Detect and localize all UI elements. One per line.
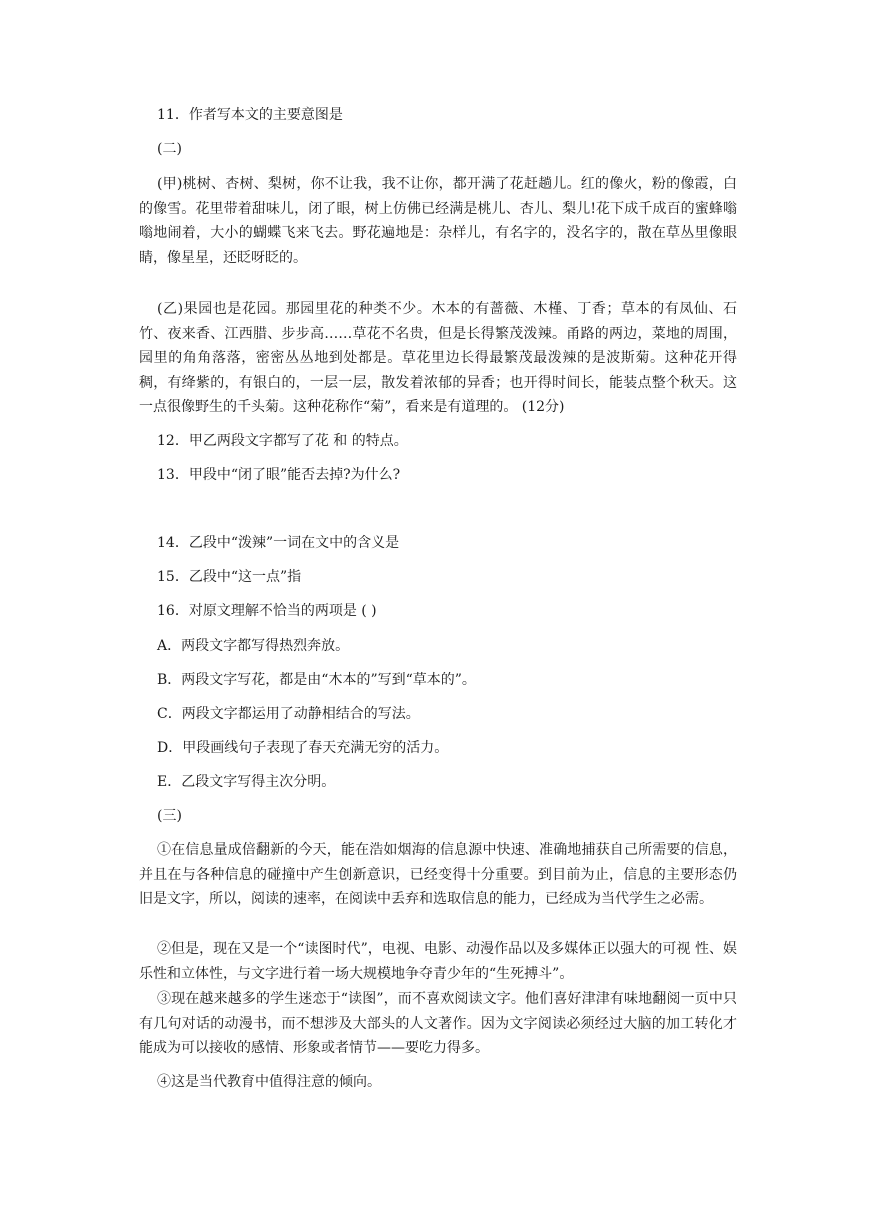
paragraph-1: ①在信息量成倍翻新的今天，能在浩如烟海的信息源中快速、准确地捕获自己所需要的信息，并且在与各种信息的碰撞中产生创新意识，已经变得十分重要。到目前为止，信息的主要形态仍旧是文字，所以，阅读的速率，在阅读中丢弃和选取信息的能力，已经成为当代学生之必需。 [139, 842, 737, 908]
question-12: 12．甲乙两段文字都写了花 和 的特点。 [157, 433, 408, 449]
option-a: A．两段文字都写得热烈奔放。 [157, 638, 350, 654]
option-c: C．两段文字都运用了动静相结合的写法。 [157, 706, 420, 722]
passage-jia: (甲)桃树、杏树、梨树，你不让我，我不让你，都开满了花赶趟儿。红的像火，粉的像霞，白的像雪。花里带着甜味儿，闭了眼，树上仿佛已经满是桃儿、杏儿、梨儿!花下成千成百的蜜蜂嗡嗡地闹着，大小的蝴蝶飞来飞去。野花遍地是：杂样儿，有名字的，没名字的，散在草丛里像眼睛，像星星，还眨呀眨的。 [139, 176, 737, 266]
option-d: D．甲段画线句子表现了春天充满无穷的活力。 [157, 740, 449, 756]
question-15: 15．乙段中“这一点”指 [157, 569, 302, 585]
question-16: 16．对原文理解不恰当的两项是 ( ) [157, 603, 377, 619]
paragraph-3: ③现在越来越多的学生迷恋于“读图”，而不喜欢阅读文字。他们喜好津津有味地翻阅一页中只有几句对话的动漫书，而不想涉及大部头的人文著作。因为文字阅读必须经过大脑的加工转化才能成为可以接收的感情、形象或者情节——要吃力得多。 [139, 991, 737, 1057]
section-3-label: (三) [157, 808, 182, 824]
question-14: 14．乙段中“泼辣”一词在文中的含义是 [157, 535, 400, 551]
option-e: E．乙段文字写得主次分明。 [157, 774, 336, 790]
question-13: 13．甲段中“闭了眼”能否去掉?为什么? [157, 467, 401, 483]
section-2-label: (二) [157, 141, 182, 157]
option-b: B．两段文字写花，都是由“木本的”写到“草本的”。 [157, 672, 476, 688]
paragraph-4: ④这是当代教育中值得注意的倾向。 [157, 1074, 381, 1090]
passage-yi: (乙)果园也是花园。那园里花的种类不少。木本的有蔷薇、木槿、丁香；草本的有凤仙、石竹、夜来香、江西腊、步步高……草花不名贵，但是长得繁茂泼辣。甬路的两边，菜地的周围，园里的角角落落，密密丛丛地到处都是。草花里边长得最繁茂最泼辣的是波斯菊。这种花开得稠，有绛紫的，有银白的，一层一层，散发着浓郁的异香；也开得时间长，能装点整个秋天。这一点很像野生的千头菊。这种花称作“菊”，看来是有道理的。 (12分) [139, 301, 737, 416]
question-11: 11．作者写本文的主要意图是 [157, 107, 343, 123]
paragraph-2: ②但是，现在又是一个“读图时代”，电视、电影、动漫作品以及多媒体正以强大的可视 性、娱乐性和立体性，与文字进行着一场大规模地争夺青少年的“生死搏斗”。 [139, 941, 737, 982]
